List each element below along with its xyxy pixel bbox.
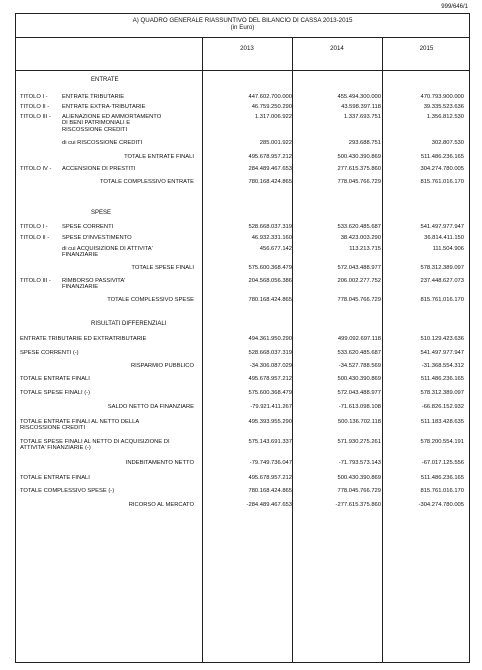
- value-2015: 237.448.627.073: [420, 278, 464, 284]
- row-code: TITOLO I -: [20, 94, 48, 100]
- row-total-label: SALDO NETTO DA FINANZIARE: [107, 404, 194, 410]
- value-2014: 499.092.697.118: [337, 336, 381, 342]
- value-2015: 304.274.780.005: [420, 166, 464, 172]
- value-2014: 500.430.390.869: [337, 154, 381, 160]
- value-2015: 510.129.423.636: [420, 336, 464, 342]
- row-description: ALIENAZIONE ED AMMORTAMENTO DI BENI PATRIMONIALI E RISCOSSIONE CREDITI: [62, 114, 162, 133]
- value-2014: 500.430.390.869: [337, 376, 381, 382]
- value-2013: 447.602.700.000: [248, 94, 292, 100]
- value-2014: 43.598.397.118: [341, 104, 381, 110]
- value-2014: 277.615.375.860: [337, 166, 381, 172]
- value-2015: 511.486.236.165: [420, 154, 464, 160]
- value-2013: 495.678.957.212: [248, 154, 292, 160]
- row-description: di cui RISCOSSIONE CREDITI: [62, 140, 143, 146]
- value-2015: 511.486.236.165: [420, 376, 464, 382]
- row-description: ENTRATE EXTRA-TRIBUTARIE: [62, 104, 146, 110]
- row-code: TITOLO I -: [20, 224, 48, 230]
- column-header-band: [16, 38, 469, 71]
- row-description: TOTALE COMPLESSIVO SPESE (-): [20, 488, 115, 494]
- row-description: ENTRATE TRIBUTARIE ED EXTRATRIBUTARIE: [20, 336, 147, 342]
- value-2013: -34.306.087.029: [249, 363, 292, 369]
- row-description: TOTALE ENTRATE FINALI AL NETTO DELLA RISCOSSIONE CREDITI: [20, 419, 140, 432]
- value-2013: 575.600.368.479: [248, 265, 292, 271]
- value-2015: 302.807.530: [431, 140, 464, 146]
- value-2014: -71.793.573.143: [338, 460, 381, 466]
- row-total-label: TOTALE COMPLESSIVO SPESE: [107, 297, 194, 303]
- row-total-label: RISPARMIO PUBBLICO: [130, 363, 194, 369]
- value-2013: 780.168.424.865: [248, 488, 292, 494]
- value-2015: 511.183.428.635: [420, 419, 464, 425]
- year-2015-header: 2015: [419, 45, 434, 52]
- row-code: TITOLO IV -: [20, 166, 52, 172]
- value-2014: 778.045.766.729: [337, 179, 381, 185]
- value-2015: -31.368.554.312: [421, 363, 464, 369]
- value-2015: 541.497.977.947: [420, 224, 464, 230]
- value-2014: 500.136.702.118: [337, 419, 381, 425]
- value-2015: 39.335.523.636: [423, 104, 464, 110]
- row-description: di cui ACQUISIZIONE DI ATTIVITA' FINANZIARIE: [62, 246, 153, 259]
- row-description: TOTALE ENTRATE FINALI: [20, 475, 90, 481]
- value-2013: 495.678.957.212: [248, 475, 292, 481]
- budget-table: [15, 13, 470, 663]
- value-2013: 780.168.424.865: [248, 297, 292, 303]
- page-number: 999/646/1: [441, 4, 468, 10]
- value-2014: 778.045.766.729: [337, 297, 381, 303]
- value-2014: 778.045.766.729: [337, 488, 381, 494]
- value-2015: 815.761.016.170: [420, 179, 464, 185]
- value-2015: 511.486.236.165: [420, 475, 464, 481]
- value-2014: 38.423.003.290: [340, 235, 381, 241]
- row-description: ACCENSIONE DI PRESTITI: [62, 166, 136, 172]
- row-code: TITOLO III -: [20, 278, 51, 284]
- value-2013: 494.361.950.290: [248, 336, 292, 342]
- value-2015: 111.504.906: [432, 246, 464, 252]
- value-2014: -277.615.375.860: [335, 502, 381, 508]
- value-2015: 541.497.977.947: [420, 350, 464, 356]
- value-2014: 206.002.277.752: [337, 278, 381, 284]
- year-2014-header: 2014: [330, 45, 344, 52]
- value-2014: 293.688.751: [348, 140, 381, 146]
- value-2013: 780.168.424.865: [248, 179, 292, 185]
- row-total-label: TOTALE COMPLESSIVO ENTRATE: [99, 179, 194, 185]
- value-2013: 46.932.331.160: [251, 235, 292, 241]
- value-2014: 113.213.715: [349, 246, 381, 252]
- value-2013: 575.600.368.479: [248, 390, 292, 396]
- value-2015: -66.826.152.932: [421, 404, 464, 410]
- section-heading: ENTRATE: [91, 77, 119, 83]
- value-2014: 533.620.485.687: [337, 350, 381, 356]
- value-2015: 815.761.016.170: [420, 297, 464, 303]
- row-total-label: TOTALE ENTRATE FINALI: [124, 154, 194, 160]
- value-2013: 528.668.037.319: [248, 350, 292, 356]
- value-2014: -71.613.098.108: [338, 404, 381, 410]
- value-2013: 284.489.467.653: [248, 166, 292, 172]
- row-code: TITOLO II -: [20, 235, 50, 241]
- value-2013: -79.921.411.267: [250, 404, 292, 410]
- row-total-label: RICORSO AL MERCATO: [128, 502, 194, 508]
- value-2013: 204.568.056.386: [248, 278, 292, 284]
- table-title: A) QUADRO GENERALE RIASSUNTIVO DEL BILANCIO DI CASSA 2013-2015: [132, 17, 353, 24]
- value-2015: 578.312.389.097: [420, 390, 464, 396]
- row-total-label: TOTALE SPESE FINALI: [131, 265, 194, 271]
- value-2015: -304.274.780.005: [418, 502, 464, 508]
- value-2013: 1.317.006.922: [254, 114, 292, 120]
- value-2013: 285.001.922: [259, 140, 292, 146]
- value-2013: 495.393.955.290: [248, 419, 292, 425]
- value-2013: 456.677.142: [259, 246, 292, 252]
- value-2015: 1.356.812.530: [426, 114, 464, 120]
- value-2014: 572.043.488.977: [337, 265, 381, 271]
- row-code: TITOLO III -: [20, 114, 51, 120]
- row-description: SPESE D'INVESTIMENTO: [62, 235, 132, 241]
- value-2014: 455.494.300.000: [337, 94, 381, 100]
- row-description: RIMBORSO PASSIVITA' FINANZIARIE: [62, 278, 126, 291]
- value-2015: 578.312.389.097: [420, 265, 464, 271]
- table-subtitle: (in Euro): [230, 24, 255, 31]
- value-2014: 1.337.693.751: [343, 114, 381, 120]
- year-2013-header: 2013: [240, 45, 254, 52]
- value-2013: 575.143.691.337: [248, 439, 292, 445]
- value-2013: -79.749.736.047: [249, 460, 292, 466]
- row-description: ENTRATE TRIBUTARIE: [62, 94, 125, 100]
- value-2014: 500.430.390.869: [337, 475, 381, 481]
- value-2014: 533.620.485.687: [337, 224, 381, 230]
- value-2013: 528.668.037.319: [248, 224, 292, 230]
- value-2014: -34.527.788.569: [338, 363, 381, 369]
- row-description: SPESE CORRENTI: [62, 224, 114, 230]
- value-2015: 578.200.554.191: [420, 439, 464, 445]
- table-header: [16, 14, 469, 38]
- row-description: TOTALE SPESE FINALI (-): [20, 390, 91, 396]
- value-2015: 815.761.016.170: [420, 488, 464, 494]
- value-2013: 495.678.957.212: [248, 376, 292, 382]
- section-heading: RISULTATI DIFFERENZIALI: [91, 321, 167, 327]
- row-description: TOTALE ENTRATE FINALI: [20, 376, 90, 382]
- value-2013: 46.759.250.290: [251, 104, 292, 110]
- value-2015: -67.017.125.556: [421, 460, 464, 466]
- value-2015: 36.814.411.150: [424, 235, 464, 241]
- row-total-label: INDEBITAMENTO NETTO: [125, 460, 194, 466]
- row-description: TOTALE SPESE FINALI AL NETTO DI ACQUISIZIONE DI ATTIVITA' FINANZIARIE (-): [20, 439, 170, 452]
- value-2013: -284.489.467.653: [246, 502, 292, 508]
- value-2015: 470.793.900.000: [420, 94, 464, 100]
- value-2014: 572.043.488.977: [337, 390, 381, 396]
- section-heading: SPESE: [91, 210, 112, 216]
- row-code: TITOLO II -: [20, 104, 50, 110]
- value-2014: 571.930.275.261: [337, 439, 381, 445]
- row-description: SPESE CORRENTI (-): [20, 350, 79, 356]
